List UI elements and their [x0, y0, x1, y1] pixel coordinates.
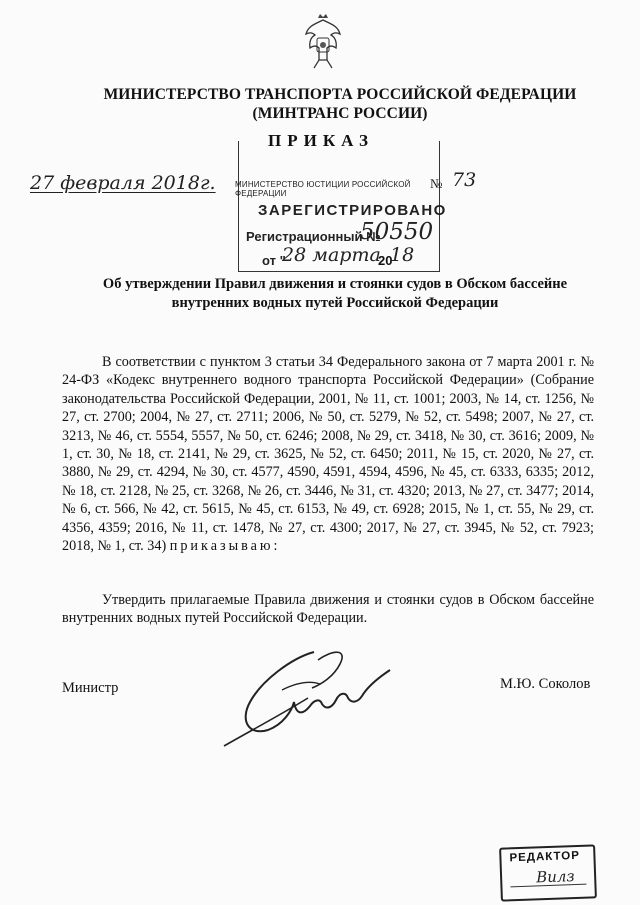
stamp-reg-label: Регистрационный №	[246, 229, 381, 244]
order-subject: Об утверждении Правил движения и стоянки судов в Обском бассейне внутренних водных путей Российской Федерации	[102, 276, 568, 311]
ministry-short-name: (МИНТРАНС РОССИИ)	[252, 105, 428, 122]
editor-stamp	[499, 844, 597, 901]
registration-date: 28 марта	[282, 244, 381, 266]
minister-signature	[222, 640, 402, 750]
order-date: 27 февраля 2018г.	[30, 172, 216, 194]
document-type: ПРИКАЗ	[268, 131, 374, 150]
ministry-name: МИНИСТЕРСТВО ТРАНСПОРТА РОССИЙСКОЙ ФЕДЕРАЦИИ	[103, 86, 577, 103]
signatory-role: Министр	[62, 680, 119, 696]
stamp-year-prefix: 20	[378, 253, 393, 268]
registration-year: 18	[390, 244, 415, 266]
preamble-paragraph	[62, 353, 594, 555]
stamp-from-label: от "	[262, 253, 286, 268]
resolution-paragraph: Утвердить прилагаемые Правила движения и стоянки судов в Обском бассейне внутренних водных путей Российской Федерации.	[62, 592, 594, 627]
order-number: 73	[452, 169, 477, 191]
coat-of-arms-icon	[300, 12, 346, 74]
editor-signature: Вилз	[535, 867, 575, 887]
signatory-name: М.Ю. Соколов	[500, 676, 591, 692]
editor-signature-line	[510, 884, 586, 888]
stamp-issuer: МИНИСТЕРСТВО ЮСТИЦИИ РОССИЙСКОЙ ФЕДЕРАЦИИ	[235, 180, 411, 198]
stamp-title: ЗАРЕГИСТРИРОВАНО	[258, 202, 447, 219]
order-word: приказываю:	[169, 538, 281, 555]
editor-stamp-label: РЕДАКТОР	[509, 849, 581, 865]
registration-number: 50550	[360, 219, 434, 245]
preamble-text: В соответствии с пунктом 3 статьи 34 Федерального закона от 7 марта 2001 г. № 24-ФЗ «Кодекс внутреннего водного транспорта Российской Федерации» (Собрание законодательства Российской Федерации, 2001, № 11, ст. 1001; 2003, № 14, ст. 1256, № 27, ст. 2700; 2004, № 27, ст. 2711; 2006, № 50, ст. 5279, № 52, ст. 5498; 2007, № 27, ст. 3213, № 46, ст. 5554, 5557, № 50, ст. 6246; 2008, № 29, ст. 3418, № 30, ст. 3616; 2009, № 1, ст. 30, № 18, ст. 2141, № 29, ст. 3625, № 52, ст. 6450; 2011, № 15, ст. 2020, № 27, ст. 3880, № 29, ст. 4294, № 30, ст. 4577, 4590, 4591, 4594, 4596, № 45, ст. 6333, 6335; 2012, № 18, ст. 2128, № 25, ст. 3268, № 26, ст. 3446, № 31, ст. 4320; 2013, № 27, ст. 3477; 2014, № 6, ст. 566, № 42, ст. 5615, № 45, ст. 6153, № 49, ст. 6928; 2015, № 1, ст. 55, № 29, ст. 4356, 4359; 2016, № 11, ст. 1478, № 27, ст. 4300; 2017, № 27, ст. 3945, № 52, ст. 7923; 2018, № 1, ст. 34)	[62, 354, 594, 555]
order-number-label: №	[430, 176, 443, 191]
